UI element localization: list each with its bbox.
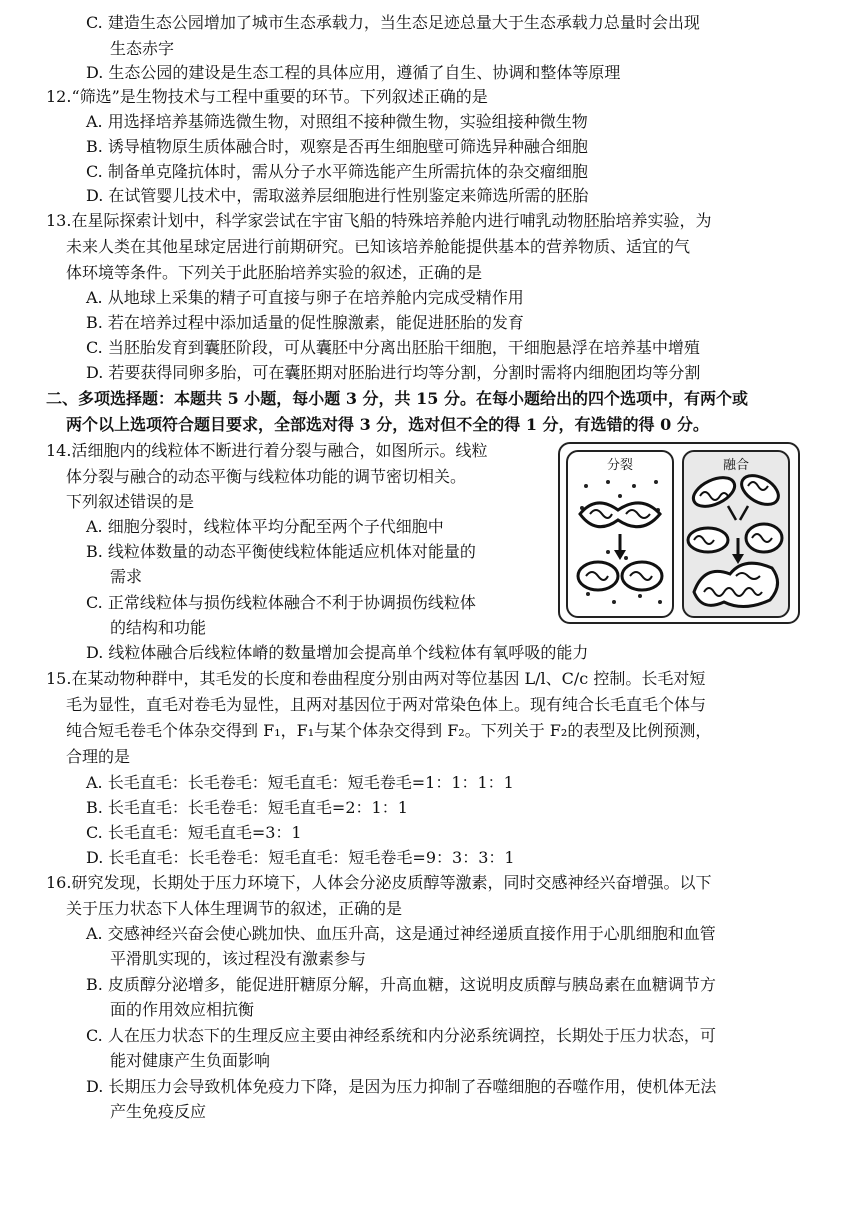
section-2-heading-line1: 二、多项选择题：本题共 5 小题，每小题 3 分，共 15 分。在每小题给出的四个选项中，有两个或 <box>46 389 748 408</box>
q15-stem-line3: 纯合短毛卷毛个体杂交得到 F₁，F₁与某个体杂交得到 F₂。下列关于 F₂的表型及比例预测， <box>66 721 712 740</box>
q14-option-d: D. 线粒体融合后线粒体嵴的数量增加会提高单个线粒体有氧呼吸的能力 <box>86 643 589 662</box>
q13-option-b: B. 若在培养过程中添加适量的促性腺激素，能促进胚胎的发育 <box>86 313 524 332</box>
section-2-heading-line2: 两个以上选项符合题目要求，全部选对得 3 分，选对但不全的得 1 分，有选错的得 0 分。 <box>66 415 709 434</box>
q16-stem-line1: 16.研究发现，长期处于压力环境下，人体会分泌皮质醇等激素，同时交感神经兴奋增强。以下 <box>46 873 712 892</box>
q16-option-c-line1: C. 人在压力状态下的生理反应主要由神经系统和内分泌系统调控，长期处于压力状态，可 <box>86 1026 716 1045</box>
fission-illustration <box>568 452 672 616</box>
q14-stem-line3: 下列叙述错误的是 <box>66 492 195 511</box>
fusion-illustration <box>684 452 788 616</box>
q13-stem-line2: 未来人类在其他星球定居进行前期研究。已知该培养舱能提供基本的营养物质、适宜的气 <box>66 237 691 256</box>
q12-option-d: D. 在试管婴儿技术中，需取滋养层细胞进行性别鉴定来筛选所需的胚胎 <box>86 186 589 205</box>
q11-option-c-line1: C. 建造生态公园增加了城市生态承载力，当生态足迹总量大于生态承载力总量时会出现 <box>86 13 700 32</box>
q14-stem-line2: 体分裂与融合的动态平衡与线粒体功能的调节密切相关。 <box>66 467 467 486</box>
q16-option-a-line2: 平滑肌实现的，该过程没有激素参与 <box>110 949 367 968</box>
q11-option-c-line2: 生态赤字 <box>110 39 175 58</box>
q14-option-c-line2: 的结构和功能 <box>110 618 207 637</box>
q16-option-b-line2: 面的作用效应相抗衡 <box>110 1000 255 1019</box>
fusion-label: 融合 <box>722 458 749 473</box>
q16-option-d-line1: D. 长期压力会导致机体免疫力下降，是因为压力抑制了吞噬细胞的吞噬作用，使机体无法 <box>86 1077 717 1096</box>
q15-option-a: A. 长毛直毛：长毛卷毛：短毛直毛：短毛卷毛=1：1：1：1 <box>86 773 514 792</box>
q15-stem-line1: 15.在某动物种群中，其毛发的长度和卷曲程度分别由两对等位基因 L/l、C/c 控制。长毛对短 <box>46 669 706 688</box>
q16-option-c-line2: 能对健康产生负面影响 <box>110 1051 271 1070</box>
q13-stem-line1: 13.在星际探索计划中，科学家尝试在宇宙飞船的特殊培养舱内进行哺乳动物胚胎培养实验，为 <box>46 211 712 230</box>
q14-option-b-line2: 需求 <box>110 567 143 586</box>
q13-option-d: D. 若要获得同卵多胎，可在囊胚期对胚胎进行均等分割，分割时需将内细胞团均等分割 <box>86 363 701 382</box>
q14-stem-line1: 14.活细胞内的线粒体不断进行着分裂与融合，如图所示。线粒 <box>46 441 488 460</box>
q15-stem-line4: 合理的是 <box>66 747 131 766</box>
q13-option-a: A. 从地球上采集的精子可直接与卵子在培养舱内完成受精作用 <box>86 288 524 307</box>
fusion-panel <box>682 450 790 618</box>
q15-option-b: B. 长毛直毛：长毛卷毛：短毛直毛=2：1：1 <box>86 798 408 817</box>
q12-stem: 12.“筛选”是生物技术与工程中重要的环节。下列叙述正确的是 <box>46 87 488 106</box>
fission-panel <box>566 450 674 618</box>
q14-option-c-line1: C. 正常线粒体与损伤线粒体融合不利于协调损伤线粒体 <box>86 593 476 612</box>
q15-option-c: C. 长毛直毛：短毛直毛=3：1 <box>86 823 302 842</box>
q16-option-b-line1: B. 皮质醇分泌增多，能促进肝糖原分解，升高血糖，这说明皮质醇与胰岛素在血糖调节方 <box>86 975 716 994</box>
q11-option-d: D. 生态公园的建设是生态工程的具体应用，遵循了自生、协调和整体等原理 <box>86 63 621 82</box>
mitochondria-figure <box>558 442 800 624</box>
q15-option-d: D. 长毛直毛：长毛卷毛：短毛直毛：短毛卷毛=9：3：3：1 <box>86 848 515 867</box>
q13-stem-line3: 体环境等条件。下列关于此胚胎培养实验的叙述，正确的是 <box>66 263 483 282</box>
q12-option-b: B. 诱导植物原生质体融合时，观察是否再生细胞壁可筛选异种融合细胞 <box>86 137 588 156</box>
q12-option-c: C. 制备单克隆抗体时，需从分子水平筛选能产生所需抗体的杂交瘤细胞 <box>86 162 588 181</box>
q16-stem-line2: 关于压力状态下人体生理调节的叙述，正确的是 <box>66 899 403 918</box>
q16-option-d-line2: 产生免疫反应 <box>110 1102 207 1121</box>
q15-stem-line2: 毛为显性，直毛对卷毛为显性，且两对基因位于两对常染色体上。现有纯合长毛直毛个体与 <box>66 695 707 714</box>
q12-option-a: A. 用选择培养基筛选微生物，对照组不接种微生物，实验组接种微生物 <box>86 112 588 131</box>
q14-option-b-line1: B. 线粒体数量的动态平衡使线粒体能适应机体对能量的 <box>86 542 476 561</box>
q13-option-c: C. 当胚胎发育到囊胚阶段，可从囊胚中分离出胚胎干细胞，干细胞悬浮在培养基中增殖 <box>86 338 700 357</box>
fission-label: 分裂 <box>606 458 633 473</box>
q16-option-a-line1: A. 交感神经兴奋会使心跳加快、血压升高，这是通过神经递质直接作用于心肌细胞和血管 <box>86 924 716 943</box>
q14-option-a: A. 细胞分裂时，线粒体平均分配至两个子代细胞中 <box>86 517 444 536</box>
